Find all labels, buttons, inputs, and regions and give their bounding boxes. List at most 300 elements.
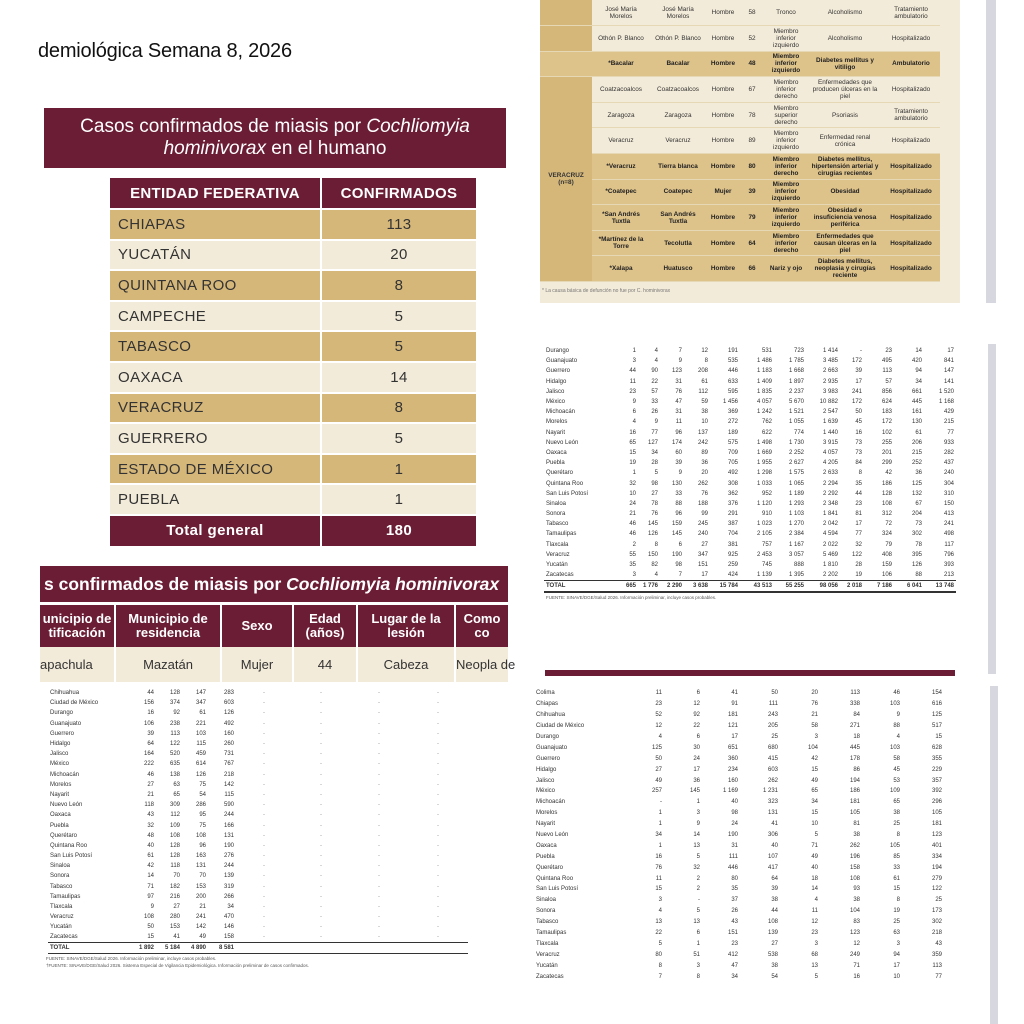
empty-value-cell: - (263, 924, 265, 931)
value-cell: 65 (629, 439, 636, 446)
value-cell: 15 (629, 449, 636, 456)
value-cell: 4 (658, 908, 662, 915)
state-name-cell: Tlaxcala (536, 940, 559, 947)
stats-table-3-panel (530, 686, 960, 1024)
value-cell: 3 (632, 358, 636, 365)
value-cell: 27 (655, 766, 662, 773)
value-cell: 25 (893, 821, 900, 828)
table-row (48, 698, 468, 708)
state-name-cell: Quintana Roo (546, 480, 584, 487)
empty-value-cell: - (378, 802, 380, 809)
state-name-cell: Durango (546, 348, 570, 355)
value-cell: 412 (727, 951, 738, 958)
empty-value-cell: - (437, 842, 439, 849)
value-cell: 150 (647, 551, 658, 558)
value-cell: 9 (678, 470, 682, 477)
value-cell: 40 (771, 842, 778, 849)
empty-value-cell: - (378, 700, 380, 707)
value-cell: 23 (629, 388, 636, 395)
empty-value-cell: - (378, 832, 380, 839)
value-cell: 41 (173, 934, 180, 941)
state-name-cell: Veracruz (546, 551, 570, 558)
value-cell: 76 (651, 511, 658, 518)
value-cell: 37 (731, 897, 738, 904)
value-cell: 139 (767, 930, 778, 937)
table-row (534, 797, 944, 808)
value-cell: 189 (727, 429, 738, 436)
detail-cell: *Bacalar (592, 51, 650, 77)
value-cell: 218 (223, 771, 234, 778)
total-value: 180 (322, 516, 476, 546)
value-cell: 123 (931, 832, 942, 839)
value-cell: 1 242 (756, 409, 772, 416)
value-cell: 158 (849, 864, 860, 871)
value-cell: 2 935 (822, 378, 838, 385)
detail-cell: Diabetes mellitus, hipertensión arterial y cirugías recientes (808, 154, 882, 180)
value-cell: 125 (931, 712, 942, 719)
value-cell: 92 (173, 710, 180, 717)
banner-line1-italic: Cochliomyia (366, 116, 470, 137)
value-cell: - (660, 799, 662, 806)
value-cell: 13 748 (924, 580, 956, 592)
value-cell: 77 (935, 973, 942, 980)
value-cell: 67 (915, 500, 922, 507)
detail-cell: Hombre (706, 0, 740, 26)
value-cell: 9 (654, 419, 658, 426)
value-cell: 15 (147, 934, 154, 941)
value-cell: 12 (655, 723, 662, 730)
table-row (544, 468, 956, 478)
value-cell: 36 (915, 470, 922, 477)
value-cell: 126 (647, 531, 658, 538)
value-cell: 32 (855, 541, 862, 548)
value-cell: 204 (911, 511, 922, 518)
empty-value-cell: - (263, 853, 265, 860)
empty-value-cell: - (320, 781, 322, 788)
detail-row (540, 77, 940, 103)
partial-cell-age: 44 (294, 647, 358, 682)
value-cell: 15 (893, 886, 900, 893)
table-row (544, 397, 956, 407)
empty-value-cell: - (320, 853, 322, 860)
empty-value-cell: - (378, 751, 380, 758)
value-cell: 334 (931, 853, 942, 860)
state-name-cell: Querétaro (536, 864, 564, 871)
value-cell: 312 (881, 511, 892, 518)
value-cell: 188 (697, 500, 708, 507)
table-row (534, 840, 944, 851)
empty-value-cell: - (263, 863, 265, 870)
value-cell: 229 (931, 766, 942, 773)
value-cell: 387 (727, 521, 738, 528)
value-cell: 145 (671, 531, 682, 538)
value-cell: 88 (915, 571, 922, 578)
value-cell: 286 (195, 802, 206, 809)
stats-table-2-source-2: †FUENTE: SINAVE/DGE/Salud 2026. Sistema Especial de Vigilancia Epidemiológica. Información preliminar de casos confirmados. (46, 963, 309, 969)
value-cell: 240 (943, 470, 954, 477)
value-cell: 77 (947, 429, 954, 436)
empty-value-cell: - (320, 741, 322, 748)
detail-cell: Psoriasis (808, 102, 882, 128)
empty-value-cell: - (378, 710, 380, 717)
value-cell: 130 (671, 480, 682, 487)
empty-value-cell: - (437, 822, 439, 829)
value-cell: 205 (767, 723, 778, 730)
value-cell: 1 835 (756, 388, 772, 395)
value-cell: 731 (223, 751, 234, 758)
confirmed-cell: 8 (322, 271, 476, 300)
value-cell: 1 668 (788, 368, 804, 375)
value-cell: 8 581 (208, 943, 236, 954)
value-cell: 98 (675, 562, 682, 569)
value-cell: 374 (169, 700, 180, 707)
value-cell: 492 (223, 720, 234, 727)
value-cell: 159 (671, 521, 682, 528)
value-cell: 408 (881, 551, 892, 558)
value-cell: 186 (849, 788, 860, 795)
value-cell: 1 575 (788, 470, 804, 477)
table-row (534, 851, 944, 862)
value-cell: 762 (761, 419, 772, 426)
empty-value-cell: - (437, 741, 439, 748)
empty-value-cell: - (320, 863, 322, 870)
empty-value-cell: - (437, 771, 439, 778)
table-row (534, 917, 944, 928)
table-row (48, 933, 468, 943)
value-cell: 107 (767, 853, 778, 860)
empty-total-cell (350, 943, 408, 954)
value-cell: 10 (701, 419, 708, 426)
value-cell: 401 (931, 842, 942, 849)
state-name-cell: México (546, 399, 566, 406)
entity-cell: GUERRERO (110, 424, 322, 453)
value-cell: 31 (675, 378, 682, 385)
value-cell: 651 (727, 744, 738, 751)
detail-cell: Hombre (706, 51, 740, 77)
value-cell: 276 (223, 853, 234, 860)
detail-cell: José María Morelos (592, 0, 650, 26)
value-cell: 10 882 (819, 399, 838, 406)
detail-cell: Othón P. Blanco (592, 26, 650, 52)
value-cell: 103 (195, 730, 206, 737)
value-cell: 856 (881, 388, 892, 395)
state-name-cell: Veracruz (536, 951, 560, 958)
table-row (48, 739, 468, 749)
detail-cell: 78 (740, 102, 764, 128)
value-cell: 1 189 (788, 490, 804, 497)
value-cell: 2 252 (788, 449, 804, 456)
empty-value-cell: - (437, 853, 439, 860)
value-cell: 30 (693, 744, 700, 751)
value-cell: 57 (651, 388, 658, 395)
stats-table-2-panel (40, 686, 480, 1024)
table-row (544, 550, 956, 560)
value-cell: 446 (727, 864, 738, 871)
table-row (110, 241, 476, 270)
detail-row (540, 205, 940, 231)
value-cell: 104 (807, 744, 818, 751)
value-cell: 33 (651, 399, 658, 406)
table-row (534, 895, 944, 906)
value-cell: 4 594 (822, 531, 838, 538)
banner-line2-text: en el humano (266, 138, 387, 159)
value-cell: 132 (911, 490, 922, 497)
detail-cell: Bacalar (650, 51, 706, 77)
empty-value-cell: - (437, 873, 439, 880)
table-row (110, 455, 476, 484)
value-cell: 1 414 (822, 348, 838, 355)
detail-cell: 67 (740, 77, 764, 103)
detail-cell: Hospitalizado (882, 26, 940, 52)
value-cell: 244 (223, 812, 234, 819)
detail-cell: Miembro inferior derecho (764, 230, 808, 256)
detail-cell: Veracruz (650, 128, 706, 154)
value-cell: 65 (173, 791, 180, 798)
value-cell: 215 (943, 419, 954, 426)
value-cell: 61 (915, 429, 922, 436)
value-cell: 9 (696, 821, 700, 828)
table-row (48, 749, 468, 759)
value-cell: 4 890 (182, 943, 208, 954)
value-cell: 50 (771, 690, 778, 697)
value-cell: 723 (793, 348, 804, 355)
value-cell: 104 (849, 908, 860, 915)
table-row (110, 485, 476, 514)
table-row (544, 438, 956, 448)
detail-cell: *Coatepec (592, 179, 650, 205)
empty-value-cell: - (320, 842, 322, 849)
state-spacer-cell (540, 51, 592, 77)
report-heading: demiológica Semana 8, 2026 (38, 40, 292, 62)
state-name-cell: Hidalgo (50, 741, 71, 748)
empty-value-cell: - (378, 842, 380, 849)
value-cell: 252 (911, 460, 922, 467)
value-cell: 271 (849, 723, 860, 730)
value-cell: 160 (223, 730, 234, 737)
value-cell: 8 (654, 541, 658, 548)
state-name-cell: Oaxaca (546, 449, 567, 456)
table-row (48, 810, 468, 820)
value-cell: 123 (671, 368, 682, 375)
value-cell: 50 (655, 755, 662, 762)
value-cell: 1 730 (788, 439, 804, 446)
stats-table-1 (544, 346, 956, 593)
value-cell: 2 (696, 875, 700, 882)
value-cell: 2 348 (822, 500, 838, 507)
value-cell: 72 (885, 521, 892, 528)
value-cell: 19 (629, 460, 636, 467)
value-cell: 27 (651, 490, 658, 497)
value-cell: 186 (881, 480, 892, 487)
empty-value-cell: - (320, 812, 322, 819)
value-cell: 347 (697, 551, 708, 558)
value-cell: 58 (893, 755, 900, 762)
empty-value-cell: - (320, 690, 322, 697)
value-cell: 75 (199, 781, 206, 788)
value-cell: 41 (771, 821, 778, 828)
table-row (534, 753, 944, 764)
value-cell: 123 (849, 930, 860, 937)
value-cell: 45 (893, 766, 900, 773)
value-cell: 33 (675, 490, 682, 497)
value-cell: 150 (943, 500, 954, 507)
value-cell: 633 (727, 378, 738, 385)
value-cell: 5 (696, 908, 700, 915)
detail-row (540, 154, 940, 180)
state-name-cell: San Luis Potosí (546, 490, 589, 497)
empty-value-cell: - (437, 781, 439, 788)
value-cell: 190 (671, 551, 682, 558)
state-name-cell: Morelos (536, 810, 558, 817)
state-name-cell: Quintana Roo (536, 875, 574, 882)
value-cell: 39 (771, 886, 778, 893)
empty-value-cell: - (378, 934, 380, 941)
value-cell: 79 (885, 541, 892, 548)
value-cell: 194 (931, 864, 942, 871)
empty-value-cell: - (263, 771, 265, 778)
detail-cell: *Xalapa (592, 256, 650, 282)
value-cell: 156 (143, 700, 154, 707)
value-cell: 125 (651, 744, 662, 751)
value-cell: 147 (195, 690, 206, 697)
detail-cell: Hospitalizado (882, 128, 940, 154)
value-cell: 1 298 (756, 470, 772, 477)
state-name-cell: Durango (50, 710, 74, 717)
value-cell: 125 (911, 480, 922, 487)
value-cell: 196 (849, 853, 860, 860)
value-cell: 57 (885, 378, 892, 385)
detail-cell: Hombre (706, 205, 740, 231)
table-row (534, 949, 944, 960)
value-cell: 424 (727, 571, 738, 578)
value-cell: 38 (701, 409, 708, 416)
state-name-cell: Nayarit (546, 429, 566, 436)
entity-cell: ESTADO DE MÉXICO (110, 455, 322, 484)
state-name-cell: Querétaro (50, 832, 78, 839)
value-cell: 38 (853, 832, 860, 839)
value-cell: 42 (811, 755, 818, 762)
empty-value-cell: - (437, 690, 439, 697)
detail-cell: 89 (740, 128, 764, 154)
value-cell: 154 (931, 690, 942, 697)
detail-cell: Othón P. Blanco (650, 26, 706, 52)
table-row (534, 786, 944, 797)
value-cell: 1 139 (756, 571, 772, 578)
value-cell: 19 (855, 571, 862, 578)
value-cell: 172 (851, 358, 862, 365)
state-name-cell: Guerrero (536, 755, 561, 762)
empty-value-cell: - (263, 781, 265, 788)
value-cell: 1 841 (822, 511, 838, 518)
value-cell: 50 (147, 924, 154, 931)
empty-value-cell: - (437, 832, 439, 839)
empty-total-cell (408, 943, 468, 954)
value-cell: 70 (173, 873, 180, 880)
table-row (48, 820, 468, 830)
page-edge (990, 686, 998, 1024)
value-cell: 61 (893, 875, 900, 882)
empty-value-cell: - (320, 751, 322, 758)
value-cell: 933 (943, 439, 954, 446)
value-cell: 5 (654, 470, 658, 477)
value-cell: 3 (696, 810, 700, 817)
table-row (534, 775, 944, 786)
value-cell: 32 (629, 480, 636, 487)
detail-cell: 66 (740, 256, 764, 282)
main-cases-panel (0, 0, 512, 560)
value-cell: 6 (632, 409, 636, 416)
value-cell: 13 (693, 842, 700, 849)
value-cell: 1 183 (756, 368, 772, 375)
empty-value-cell: - (378, 761, 380, 768)
detail-cell: Diabetes mellitus, neoplasia y cirugías reciente (808, 256, 882, 282)
table-row (48, 851, 468, 861)
state-name-cell: Michoacán (50, 771, 80, 778)
value-cell: 31 (675, 409, 682, 416)
value-cell: 194 (849, 777, 860, 784)
value-cell: 113 (882, 368, 892, 375)
value-cell: 595 (727, 388, 738, 395)
partial-banner-italic: Cochliomyia hominivorax (286, 574, 500, 594)
value-cell: 242 (697, 439, 708, 446)
detail-cell: Obesidad e insuficiencia venosa periférica (808, 205, 882, 231)
value-cell: 8 (658, 962, 662, 969)
value-cell: 64 (147, 741, 154, 748)
table-row (110, 271, 476, 300)
value-cell: 1 (696, 940, 700, 947)
value-cell: 45 (855, 419, 862, 426)
detail-cell: Hombre (706, 77, 740, 103)
value-cell: 32 (693, 864, 700, 871)
value-cell: 661 (911, 388, 922, 395)
detail-cell: 58 (740, 0, 764, 26)
value-cell: 3 (896, 940, 900, 947)
detail-row (540, 0, 940, 26)
empty-value-cell: - (437, 812, 439, 819)
detail-cell: 39 (740, 179, 764, 205)
value-cell: 39 (855, 368, 862, 375)
value-cell: 7 (678, 348, 682, 355)
value-cell: 208 (697, 368, 708, 375)
value-cell: 2 237 (788, 388, 804, 395)
value-cell: 105 (889, 842, 900, 849)
value-cell: 126 (195, 771, 206, 778)
value-cell: 21 (629, 511, 636, 518)
value-cell: 1 456 (722, 399, 738, 406)
value-cell: 590 (223, 802, 234, 809)
value-cell: 1 395 (788, 571, 804, 578)
table-row (544, 387, 956, 397)
value-cell: 1 440 (822, 429, 838, 436)
value-cell: 46 (629, 531, 636, 538)
value-cell: 8 (896, 832, 900, 839)
value-cell: 13 (655, 919, 662, 926)
detail-cell: Enfermedades que causan úlceras en la piel (808, 230, 882, 256)
value-cell: 245 (697, 521, 708, 528)
value-cell: 191 (727, 348, 738, 355)
state-name-cell: Tlaxcala (546, 541, 569, 548)
state-name-cell: Chihuahua (50, 690, 80, 697)
empty-value-cell: - (378, 822, 380, 829)
value-cell: 49 (811, 853, 818, 860)
state-name-cell: México (50, 761, 70, 768)
entity-cell: CAMPECHE (110, 302, 322, 331)
value-cell: 153 (195, 883, 206, 890)
value-cell: 614 (195, 761, 206, 768)
value-cell: 244 (223, 863, 234, 870)
value-cell: 61 (701, 378, 708, 385)
value-cell: 2 (696, 886, 700, 893)
